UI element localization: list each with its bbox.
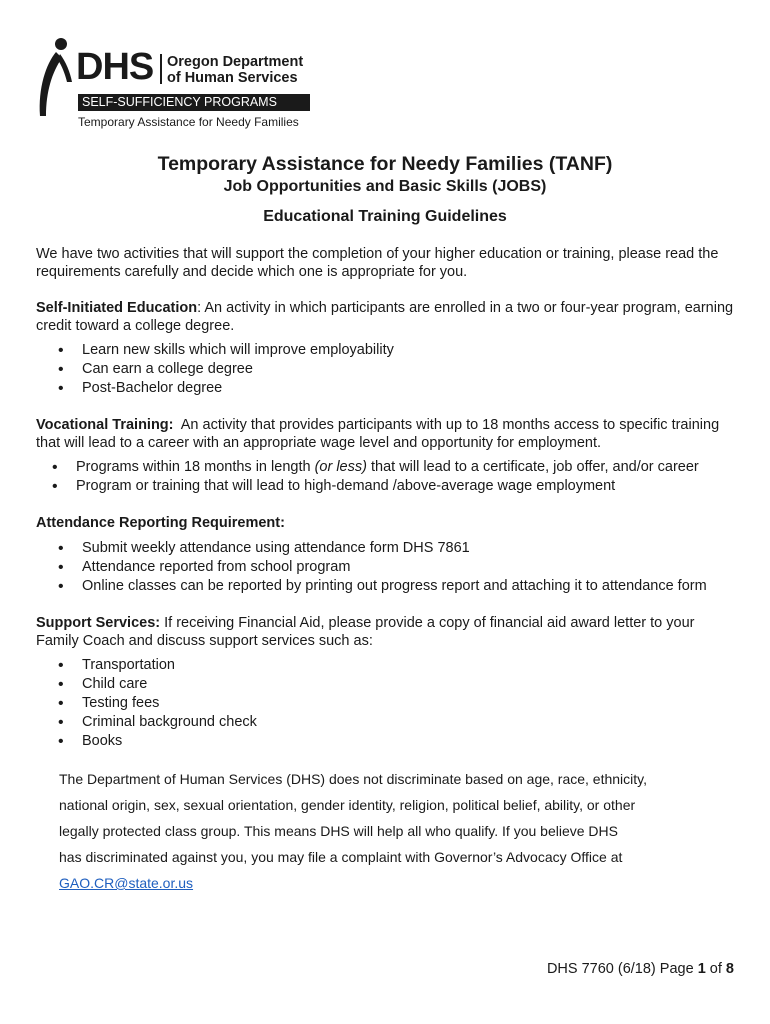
self-initiated-paragraph bbox=[36, 299, 736, 335]
nondiscrimination-statement bbox=[59, 766, 729, 896]
attendance-label: Attendance Reporting Requirement: bbox=[36, 515, 285, 531]
intro-paragraph: We have two activities that will support the completion of your higher education or training, please read the requirements carefully and decide which one is appropriate for you. bbox=[36, 246, 719, 280]
vocational-list bbox=[52, 458, 699, 496]
page-number: 1 bbox=[697, 961, 706, 977]
program-subtitle: Temporary Assistance for Needy Families bbox=[78, 115, 299, 129]
logo-divider bbox=[160, 54, 162, 84]
vocational-paragraph bbox=[36, 416, 736, 452]
page-of: of bbox=[705, 961, 726, 977]
self-initiated-label: Self-Initiated Education bbox=[36, 300, 198, 316]
person-figure-icon bbox=[36, 36, 76, 120]
org-name-line2: of Human Services bbox=[167, 70, 298, 86]
vocational-label: Vocational Training: bbox=[36, 417, 174, 433]
self-initiated-list bbox=[58, 341, 394, 398]
list-item: • Attendance reported from school program bbox=[58, 558, 707, 577]
self-initiated-text: : An activity in which participants are enrolled in a two or four-year program, earning credit toward a college degree. bbox=[36, 300, 734, 334]
section-title: Educational Training Guidelines bbox=[263, 208, 507, 225]
vocational-text: An activity that provides participants with up to 18 months access to specific training that will lead to a career with an appropriate wage level and opportunity for employment. bbox=[36, 417, 724, 451]
form-number: DHS 7760 (6/18) Page bbox=[546, 961, 698, 977]
page-total: 8 bbox=[725, 961, 734, 977]
list-item: • Books bbox=[58, 732, 257, 751]
page-footer bbox=[547, 961, 734, 977]
list-item: • Post-Bachelor degree bbox=[58, 379, 394, 398]
nondiscrimination-line: national origin, sex, sexual orientation, gender identity, religion, political belief, ability, or other bbox=[59, 797, 636, 813]
list-item: • Submit weekly attendance using attendance form DHS 7861 bbox=[58, 539, 707, 558]
support-label: Support Services: bbox=[36, 615, 161, 631]
org-name-line1: Oregon Department bbox=[167, 54, 304, 70]
list-item bbox=[52, 458, 699, 477]
agency-wordmark: DHS bbox=[76, 46, 154, 88]
list-item-text: that will lead to a certificate, job offer, and/or career bbox=[366, 459, 699, 475]
list-item: • Can earn a college degree bbox=[58, 360, 394, 379]
program-bar: SELF-SUFFICIENCY PROGRAMS bbox=[78, 94, 310, 111]
list-item-text: Programs within 18 months in length bbox=[76, 459, 315, 475]
nondiscrimination-line: The Department of Human Services (DHS) does not discriminate based on age, race, ethnicity, bbox=[59, 771, 648, 787]
nondiscrimination-line: legally protected class group. This means DHS will help all who qualify. If you believe DHS bbox=[59, 823, 618, 839]
document-title: Temporary Assistance for Needy Families (TANF) bbox=[157, 153, 613, 175]
list-item-emphasis: (or less) bbox=[314, 459, 367, 475]
complaint-email-link[interactable]: GAO.CR@state.or.us bbox=[59, 875, 194, 891]
support-list bbox=[58, 656, 257, 751]
nondiscrimination-line: has discriminated against you, you may file a complaint with Governor’s Advocacy Office at bbox=[59, 849, 623, 865]
attendance-heading bbox=[36, 514, 736, 532]
list-item: • Online classes can be reported by printing out progress report and attaching it to attendance form bbox=[58, 577, 707, 596]
list-item: • Learn new skills which will improve employability bbox=[58, 341, 394, 360]
list-item: • Testing fees bbox=[58, 694, 257, 713]
attendance-list bbox=[58, 539, 707, 596]
support-text: If receiving Financial Aid, please provide a copy of financial aid award letter to your Family Coach and discuss support services such as: bbox=[36, 615, 695, 649]
document-subtitle: Job Opportunities and Basic Skills (JOBS) bbox=[223, 178, 547, 195]
list-item: • Transportation bbox=[58, 656, 257, 675]
support-paragraph bbox=[36, 614, 736, 650]
list-item: • Program or training that will lead to high-demand /above-average wage employment bbox=[52, 477, 699, 496]
dhs-logo bbox=[36, 36, 320, 132]
list-item: • Child care bbox=[58, 675, 257, 694]
list-item: • Criminal background check bbox=[58, 713, 257, 732]
